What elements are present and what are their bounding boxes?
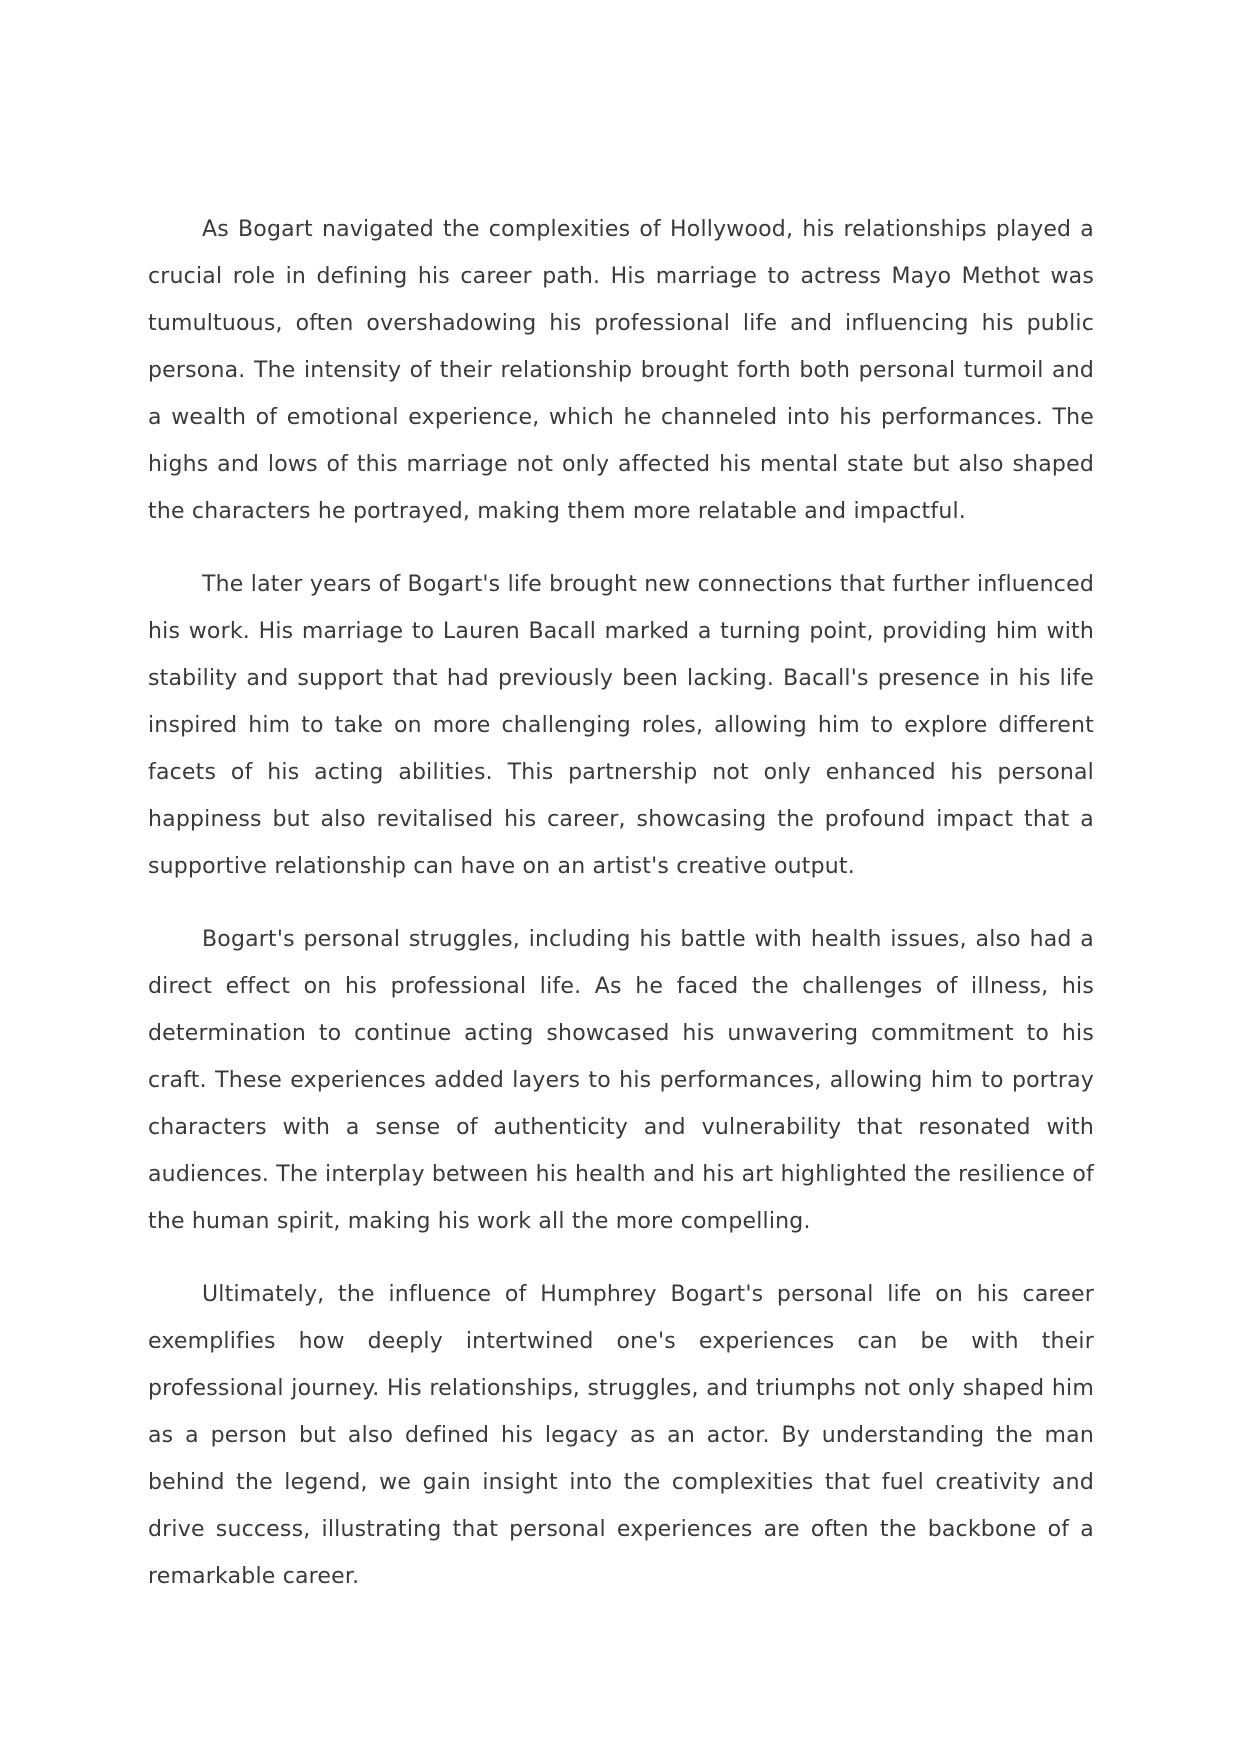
paragraph-lauren-bacall: The later years of Bogart's life brought new connections that further influenced his work. His marriage to Lauren Bacall marked a turning point, providing him with stability and support that had previously been lacking. Bacall's presence in his life inspired him to take on more challenging roles, allowing him to explore different facets of his acting abilities. This partnership not only enhanced his personal happiness but also revitalised his career, showcasing the profound impact that a supportive relationship can have on an artist's creative output. [148, 572, 1094, 879]
document-body [148, 206, 1094, 1626]
paragraph-health-struggles: Bogart's personal struggles, including his battle with health issues, also had a direct effect on his professional life. As he faced the challenges of illness, his determination to continue acting showcased his unwavering commitment to his craft. These experiences added layers to his performances, allowing him to portray characters with a sense of authenticity and vulnerability that resonated with audiences. The interplay between his health and his art highlighted the resilience of the human spirit, making his work all the more compelling. [148, 927, 1094, 1234]
paragraph-mayo-methot: As Bogart navigated the complexities of Hollywood, his relationships played a crucial role in defining his career path. His marriage to actress Mayo Methot was tumultuous, often overshadowing his professional life and influencing his public persona. The intensity of their relationship brought forth both personal turmoil and a wealth of emotional experience, which he channeled into his performances. The highs and lows of this marriage not only affected his mental state but also shaped the characters he portrayed, making them more relatable and impactful. [148, 217, 1094, 524]
paragraph-conclusion: Ultimately, the influence of Humphrey Bogart's personal life on his career exemplifies how deeply intertwined one's experiences can be with their professional journey. His relationships, struggles, and triumphs not only shaped him as a person but also defined his legacy as an actor. By understanding the man behind the legend, we gain insight into the complexities that fuel creativity and drive success, illustrating that personal experiences are often the backbone of a remarkable career. [148, 1282, 1094, 1589]
